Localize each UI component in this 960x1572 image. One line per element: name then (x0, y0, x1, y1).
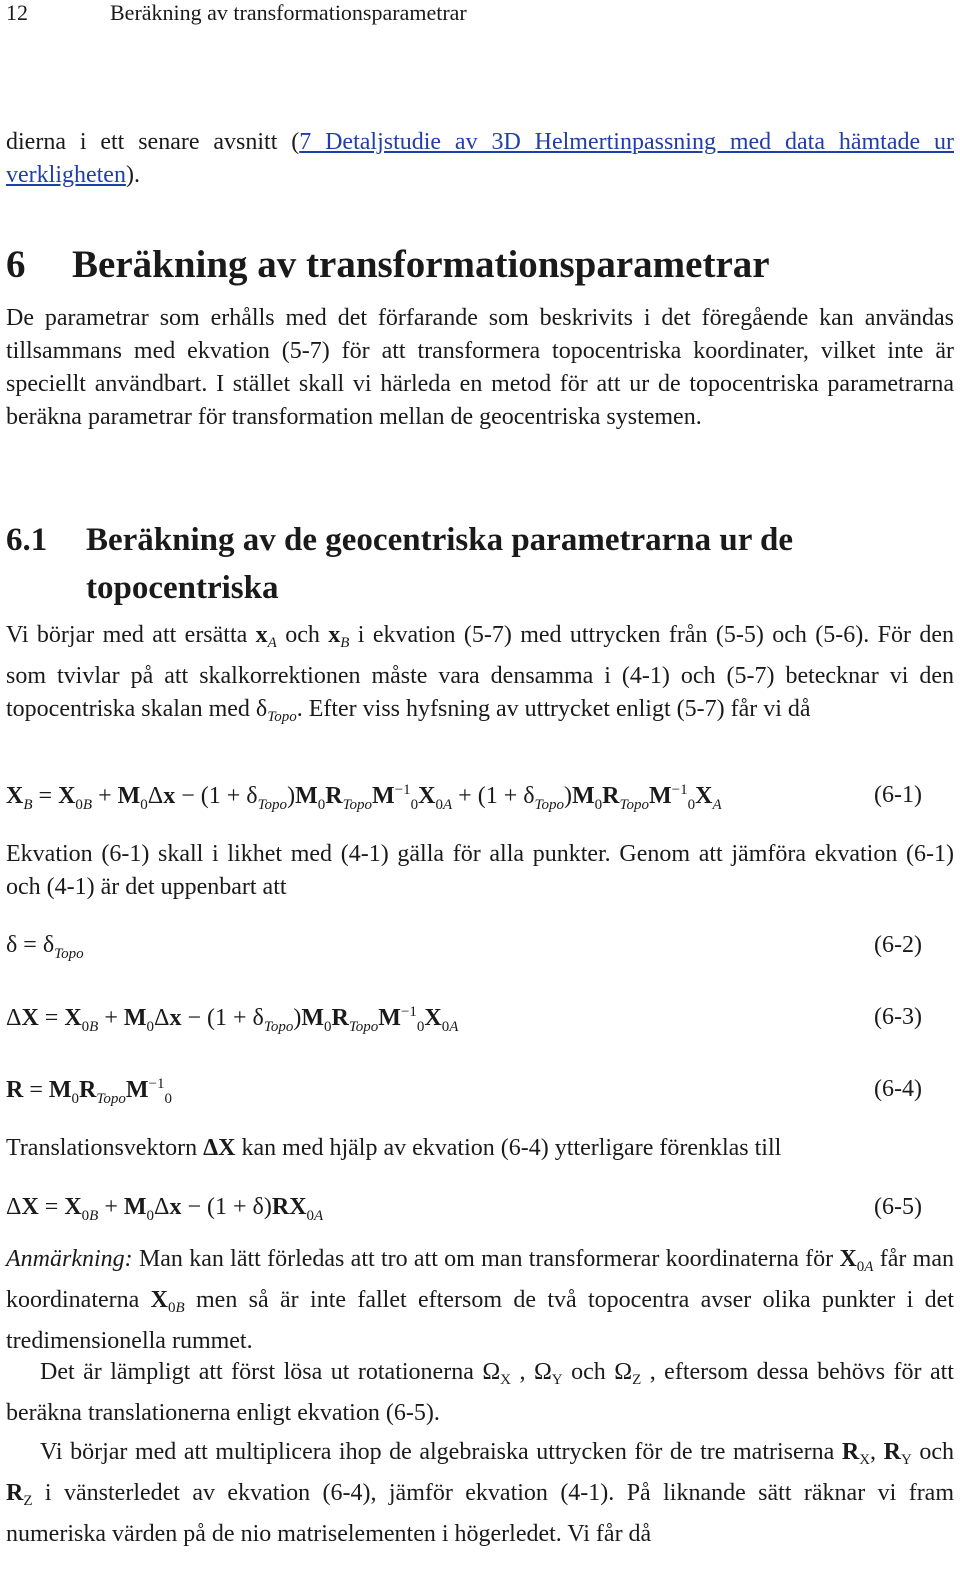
note-paragraph: Anmärkning: Man kan lätt förledas att tro att om man transformerar koordinaterna för $X_{0A}$ får man koordinaterna $X_{0B}$ men så är inte fallet eftersom de två topocentra avser olika punkter i det tredimensionella rummet. (6, 1246, 954, 1354)
page-number: 12 (6, 0, 28, 25)
paragraph-1: De parametrar som erhålls med det förfarande som beskrivits i det föregående kan användas tillsammans med ekvation (5-7) för att transformera topocentriska koordinater, vilket inte är speciellt användbart. I stället skall vi härleda en metod för att ur de topocentriska parametrarna beräkna parametrar för transformation mellan de geocentriska systemen. (6, 305, 954, 430)
paragraph-4: Translationsvektorn ΔX kan med hjälp av ekvation (6-4) ytterligare förenklas till (6, 1135, 782, 1161)
equation-6-1 (6, 782, 922, 822)
equation-6-5: $\Delta X = X_{0B} + M_0\Delta x - (1 + \delta)RX_{0A}$ (6-5) (6, 1194, 922, 1224)
section-link[interactable]: 7 Detaljstudie av 3D Helmertinpassning med data hämtade ur verkligheten (6, 129, 954, 188)
page-header (6, 0, 467, 26)
equation-6-1-label: (6-1) (874, 782, 922, 808)
running-title: Beräkning av transformationsparametrar (110, 0, 467, 25)
equation-6-1-formula: $X_B = X_{0B} + M_0\Delta x - (1 + \delta_{Topo})M_0R_{Topo}M^{-1}_0X_{0A} + (1 + \delta_{Topo})M_0R_{Topo}M^{-1}_0X_A$ (6, 782, 722, 813)
section-heading-6-1: 6.1 Beräkning av de geocentriska parametrarna ur de topocentriska (6, 522, 794, 606)
paragraph-5: Det är lämpligt att först lösa ut rotationerna $\Omega_X$ , $\Omega_Y$ och $\Omega_Z$ , eftersom dessa behövs för att beräkna translationerna enligt ekvation (6-5). (6, 1359, 954, 1426)
equation-6-4: $R = M_0R_{Topo}M^{-1}_0$ (6-4) (6, 1076, 922, 1107)
equation-6-2: $\delta = \delta_{Topo}$ (6-2) (6, 932, 922, 962)
section-heading-6: 6 Beräkning av transformationsparametrar (6, 243, 770, 286)
paragraph-2: Vi börjar med att ersätta $x_A$ och $x_B$ i ekvation (5-7) med uttrycken från (5-5) och (5-6). För den som tvivlar på att skalkorrektionen måste vara densamma i (4-1) och (5-7) betecknar vi den topocentriska skalan med $\delta_{Topo}$. Efter viss hyfsning av uttrycket enligt (5-7) får vi då (6, 622, 955, 725)
paragraph-3: Ekvation (6-1) skall i likhet med (4-1) gälla för alla punkter. Genom att jämföra ekvation (6-1) och (4-1) är det uppenbart att (6, 841, 954, 900)
intro-paragraph: dierna i ett senare avsnitt (7 Detaljstudie av 3D Helmertinpassning med data hämtade ur verkligheten). (6, 129, 954, 188)
equation-6-3: $\Delta X = X_{0B} + M_0\Delta x - (1 + \delta_{Topo})M_0R_{Topo}M^{-1}_0X_{0A}$ (6-3) (6, 1004, 922, 1035)
paragraph-6: Vi börjar med att multiplicera ihop de algebraiska uttrycken för de tre matriserna $R_X$, $R_Y$ och $R_Z$ i vänsterledet av ekvation (6-4), jämför ekvation (4-1). På liknande sätt räknar vi fram numeriska värden på de nio matriselementen i högerledet. Vi får då (6, 1439, 955, 1547)
